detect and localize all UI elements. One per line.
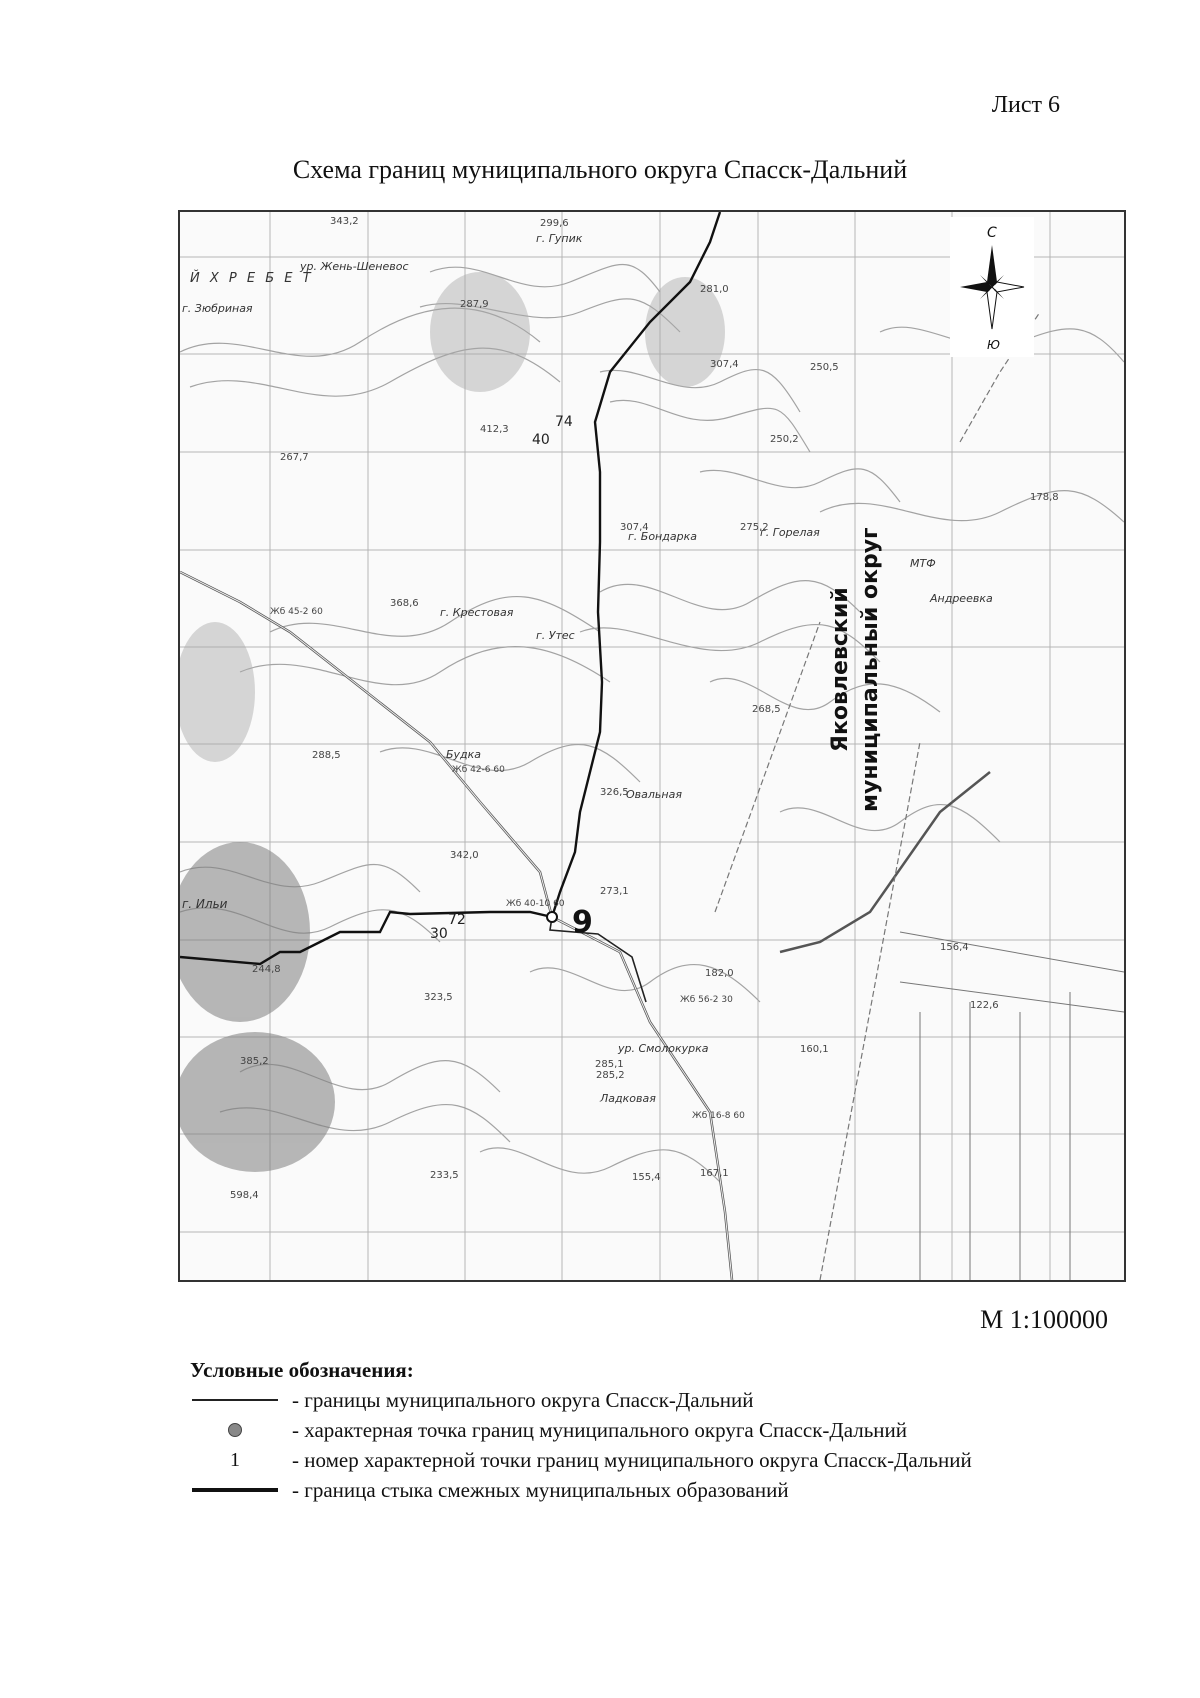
elevation-label: 155,4 (632, 1172, 661, 1183)
legend-item (190, 1415, 972, 1445)
elevation-label: 285,1 (595, 1059, 624, 1070)
elevation-label: 299,6 (540, 218, 569, 229)
district-label-line2: муниципальный округ (858, 527, 883, 812)
elevation-label: 323,5 (424, 992, 453, 1003)
elevation-label: 160,1 (800, 1044, 829, 1055)
place-label: ур. Жень-Шеневос (300, 260, 409, 273)
boundary-point-number: 9 (572, 905, 593, 940)
elevation-label: 281,0 (700, 284, 729, 295)
junction-line-symbol (192, 1488, 278, 1492)
legend-item-label: - границы муниципального округа Спасск-Дальний (292, 1387, 754, 1412)
elevation-label: 285,2 (596, 1070, 625, 1081)
elevation-label: 167,1 (700, 1168, 729, 1179)
place-label: Ладковая (600, 1092, 656, 1105)
elevation-label: 250,2 (770, 434, 799, 445)
elevation-label: 342,0 (450, 850, 479, 861)
legend-item (190, 1445, 972, 1475)
legend-item-label: - граница стыка смежных муниципальных образований (292, 1477, 789, 1502)
legend-item (190, 1475, 972, 1505)
compass-rose-icon (950, 217, 1034, 357)
road-label: Жб 56-2 30 (680, 995, 733, 1005)
legend-item-label: - номер характерной точки границ муниципального округа Спасск-Дальний (292, 1447, 972, 1472)
place-label: Й Х Р Е Б Е Т (190, 271, 314, 286)
road-label: Жб 42-6 60 (452, 765, 505, 775)
legend-item-label: - характерная точка границ муниципального округа Спасск-Дальний (292, 1417, 908, 1442)
road-label: Жб 16-8 60 (692, 1111, 745, 1121)
grid-number: 72 (448, 912, 466, 928)
elevation-label: 287,9 (460, 299, 489, 310)
elevation-label: 288,5 (312, 750, 341, 761)
place-label: Андреевка (930, 592, 993, 605)
elevation-label: 307,4 (710, 359, 739, 370)
elevation-label: 156,4 (940, 942, 969, 953)
place-label: г. Гупик (536, 232, 583, 245)
place-label: г. Зюбриная (182, 302, 253, 315)
legend-item (190, 1385, 972, 1415)
place-label: Будка (446, 748, 482, 761)
place-label: г. Бондарка (628, 530, 697, 543)
point-symbol (228, 1423, 242, 1437)
compass-north-label: С (987, 225, 997, 241)
place-label: ур. Смолокурка (618, 1042, 709, 1055)
grid-number: 74 (555, 414, 573, 430)
elevation-label: 343,2 (330, 216, 359, 227)
grid-number: 30 (430, 926, 448, 942)
map-frame (178, 210, 1126, 1282)
elevation-label: 385,2 (240, 1056, 269, 1067)
point-number-symbol: 1 (230, 1448, 240, 1471)
sheet-number: Лист 6 (991, 92, 1060, 118)
elevation-label: 250,5 (810, 362, 839, 373)
district-label-line1: Яковлевский (828, 587, 853, 752)
compass-south-label: Ю (987, 338, 1000, 352)
legend-heading: Условные обозначения: (190, 1358, 414, 1382)
page-title: Схема границ муниципального округа Спасск-Дальний (292, 155, 908, 184)
grid-number: 40 (532, 432, 550, 448)
elevation-label: 307,4 (620, 522, 649, 533)
elevation-label: 275,2 (740, 522, 769, 533)
place-label: г. Крестовая (440, 606, 514, 619)
elevation-label: 273,1 (600, 886, 629, 897)
boundary-line-symbol (192, 1399, 278, 1401)
place-label: г. Ильи (182, 897, 228, 911)
elevation-label: 244,8 (252, 964, 281, 975)
legend (190, 1358, 972, 1505)
place-label: МТФ (910, 557, 936, 570)
road-label: Жб 45-2 60 (270, 607, 323, 617)
elevation-label: 268,5 (752, 704, 781, 715)
place-label: Овальная (626, 788, 682, 801)
place-label: г. Утес (536, 629, 575, 642)
elevation-label: 368,6 (390, 598, 419, 609)
elevation-label: 182,0 (705, 968, 734, 979)
elevation-label: 598,4 (230, 1190, 259, 1201)
elevation-label: 412,3 (480, 424, 509, 435)
map-scale: М 1:100000 (980, 1305, 1108, 1334)
elevation-label: 233,5 (430, 1170, 459, 1181)
road-label: Жб 40-10 60 (506, 899, 565, 909)
elevation-label: 267,7 (280, 452, 309, 463)
boundary-point-9 (547, 912, 557, 922)
elevation-label: 326,5 (600, 787, 629, 798)
elevation-label: 122,6 (970, 1000, 999, 1011)
place-label: г. Горелая (760, 526, 820, 539)
topographic-map (180, 212, 1124, 1280)
elevation-label: 178,8 (1030, 492, 1059, 503)
